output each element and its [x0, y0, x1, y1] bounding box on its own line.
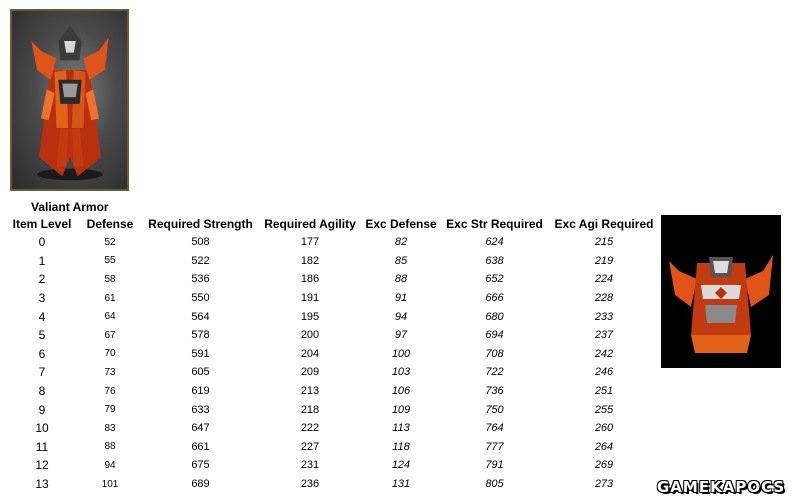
cell-item-level: 7	[38, 365, 46, 380]
cell-required-agility: 236	[300, 478, 320, 491]
table-row	[6, 252, 660, 271]
cell-required-agility: 204	[300, 347, 320, 360]
watermark-text: GAMEKAPOCS	[657, 478, 786, 496]
cell-exc-str-required: 764	[485, 422, 504, 435]
cell-exc-agi-required: 273	[594, 478, 614, 491]
cell-exc-str-required: 750	[485, 403, 504, 416]
header-defense: Defense	[86, 217, 134, 231]
header-exc-agi-required: Exc Agi Required	[554, 217, 654, 231]
cell-defense: 64	[104, 311, 116, 323]
character-portrait	[10, 9, 129, 191]
cell-required-agility: 182	[300, 254, 320, 267]
cell-exc-str-required: 694	[485, 329, 504, 342]
cell-defense: 88	[104, 441, 116, 453]
cell-exc-defense: 97	[394, 329, 408, 342]
table-row	[6, 289, 660, 308]
cell-item-level: 6	[38, 346, 46, 361]
cell-defense: 52	[104, 236, 116, 248]
cell-required-agility: 222	[300, 422, 320, 435]
cell-exc-agi-required: 224	[594, 273, 614, 286]
cell-defense: 83	[104, 422, 116, 434]
cell-exc-agi-required: 228	[594, 292, 614, 305]
cell-exc-agi-required: 215	[594, 236, 614, 249]
cell-exc-str-required: 666	[485, 292, 504, 305]
cell-exc-defense: 131	[391, 478, 411, 491]
cell-required-agility: 231	[300, 459, 320, 472]
cell-required-strength: 675	[191, 459, 210, 472]
cell-item-level: 8	[38, 384, 46, 399]
cell-exc-agi-required: 246	[594, 366, 614, 379]
cell-defense: 70	[104, 348, 116, 360]
cell-exc-str-required: 722	[485, 366, 504, 379]
cell-required-agility: 191	[300, 292, 320, 305]
table-row	[6, 233, 660, 252]
cell-required-agility: 177	[300, 236, 320, 249]
header-required-agility: Required Agility	[264, 217, 356, 231]
cell-required-strength: 536	[191, 273, 210, 286]
cell-defense: 55	[104, 255, 116, 267]
cell-defense: 76	[104, 385, 116, 397]
cell-exc-defense: 85	[394, 254, 408, 267]
cell-exc-str-required: 708	[485, 347, 504, 360]
cell-exc-str-required: 638	[485, 254, 504, 267]
cell-item-level: 5	[38, 328, 46, 343]
cell-exc-agi-required: 260	[594, 422, 614, 435]
cell-exc-str-required: 736	[485, 385, 504, 398]
cell-defense: 61	[104, 292, 116, 304]
cell-item-level: 4	[38, 309, 46, 324]
armor-set-figure	[12, 11, 127, 189]
table-row	[6, 400, 660, 419]
cell-exc-agi-required: 251	[594, 385, 614, 398]
armor-stats-table	[6, 215, 660, 493]
cell-exc-agi-required: 264	[594, 440, 614, 453]
cell-item-level: 3	[38, 291, 46, 306]
cell-exc-str-required: 680	[485, 310, 504, 323]
cell-exc-agi-required: 237	[594, 329, 614, 342]
cell-required-agility: 218	[300, 403, 320, 416]
cell-required-agility: 213	[300, 385, 320, 398]
cell-exc-str-required: 652	[485, 273, 504, 286]
cell-exc-agi-required: 242	[594, 347, 614, 360]
table-row	[6, 419, 660, 438]
cell-exc-str-required: 805	[485, 478, 504, 491]
cell-required-strength: 578	[191, 329, 210, 342]
table-row	[6, 456, 660, 475]
cell-exc-defense: 94	[394, 310, 408, 323]
cell-defense: 79	[104, 404, 116, 416]
table-row	[6, 438, 660, 457]
cell-required-strength: 647	[191, 422, 210, 435]
armor-image	[661, 215, 781, 368]
cell-required-strength: 619	[191, 385, 210, 398]
cell-exc-agi-required: 269	[594, 459, 614, 472]
cell-exc-str-required: 777	[485, 440, 504, 453]
cell-item-level: 0	[38, 235, 46, 250]
table-row	[6, 307, 660, 326]
cell-item-level: 11	[35, 439, 49, 454]
cell-exc-defense: 103	[391, 366, 411, 379]
header-exc-defense: Exc Defense	[365, 217, 437, 231]
cell-required-agility: 200	[300, 329, 320, 342]
cell-defense: 101	[101, 478, 119, 490]
header-exc-str-required: Exc Str Required	[446, 217, 543, 231]
cell-exc-defense: 113	[392, 422, 410, 435]
cell-defense: 67	[104, 329, 116, 341]
table-row	[6, 363, 660, 382]
cell-exc-defense: 88	[394, 273, 408, 286]
cell-exc-defense: 91	[394, 292, 408, 305]
cell-required-agility: 195	[300, 310, 320, 323]
cell-defense: 58	[104, 273, 116, 285]
cell-exc-agi-required: 255	[594, 403, 614, 416]
chest-armor-icon	[661, 215, 781, 368]
cell-exc-defense: 106	[391, 385, 411, 398]
cell-exc-defense: 109	[391, 403, 411, 416]
cell-exc-agi-required: 219	[594, 254, 614, 267]
cell-required-strength: 633	[191, 403, 210, 416]
cell-required-agility: 209	[300, 366, 320, 379]
cell-required-strength: 661	[191, 440, 210, 453]
header-row	[6, 215, 660, 233]
table-row	[6, 326, 660, 345]
cell-required-strength: 689	[191, 478, 210, 491]
cell-item-level: 12	[35, 458, 49, 473]
cell-defense: 94	[104, 459, 116, 471]
item-title: Valiant Armor	[31, 200, 109, 214]
cell-item-level: 1	[38, 253, 46, 268]
cell-exc-defense: 100	[391, 347, 411, 360]
cell-exc-defense: 118	[392, 440, 410, 453]
cell-required-agility: 227	[300, 440, 320, 453]
cell-required-strength: 522	[191, 254, 210, 267]
header-item-level: Item Level	[12, 217, 72, 231]
cell-required-agility: 186	[300, 273, 320, 286]
header-required-strength: Required Strength	[148, 217, 253, 231]
cell-item-level: 13	[35, 477, 49, 492]
cell-exc-str-required: 791	[485, 459, 504, 472]
cell-defense: 73	[104, 366, 116, 378]
cell-required-strength: 564	[191, 310, 210, 323]
cell-item-level: 10	[35, 421, 49, 436]
table-row	[6, 345, 660, 364]
cell-required-strength: 605	[191, 366, 210, 379]
cell-exc-agi-required: 233	[594, 310, 614, 323]
cell-exc-str-required: 624	[485, 236, 504, 249]
cell-exc-defense: 124	[391, 459, 411, 472]
table-row	[6, 382, 660, 401]
cell-required-strength: 591	[191, 347, 210, 360]
table-row	[6, 270, 660, 289]
cell-exc-defense: 82	[394, 236, 408, 249]
cell-item-level: 9	[38, 402, 46, 417]
cell-item-level: 2	[38, 272, 46, 287]
cell-required-strength: 550	[191, 292, 210, 305]
cell-required-strength: 508	[191, 236, 210, 249]
table-row	[6, 475, 660, 494]
